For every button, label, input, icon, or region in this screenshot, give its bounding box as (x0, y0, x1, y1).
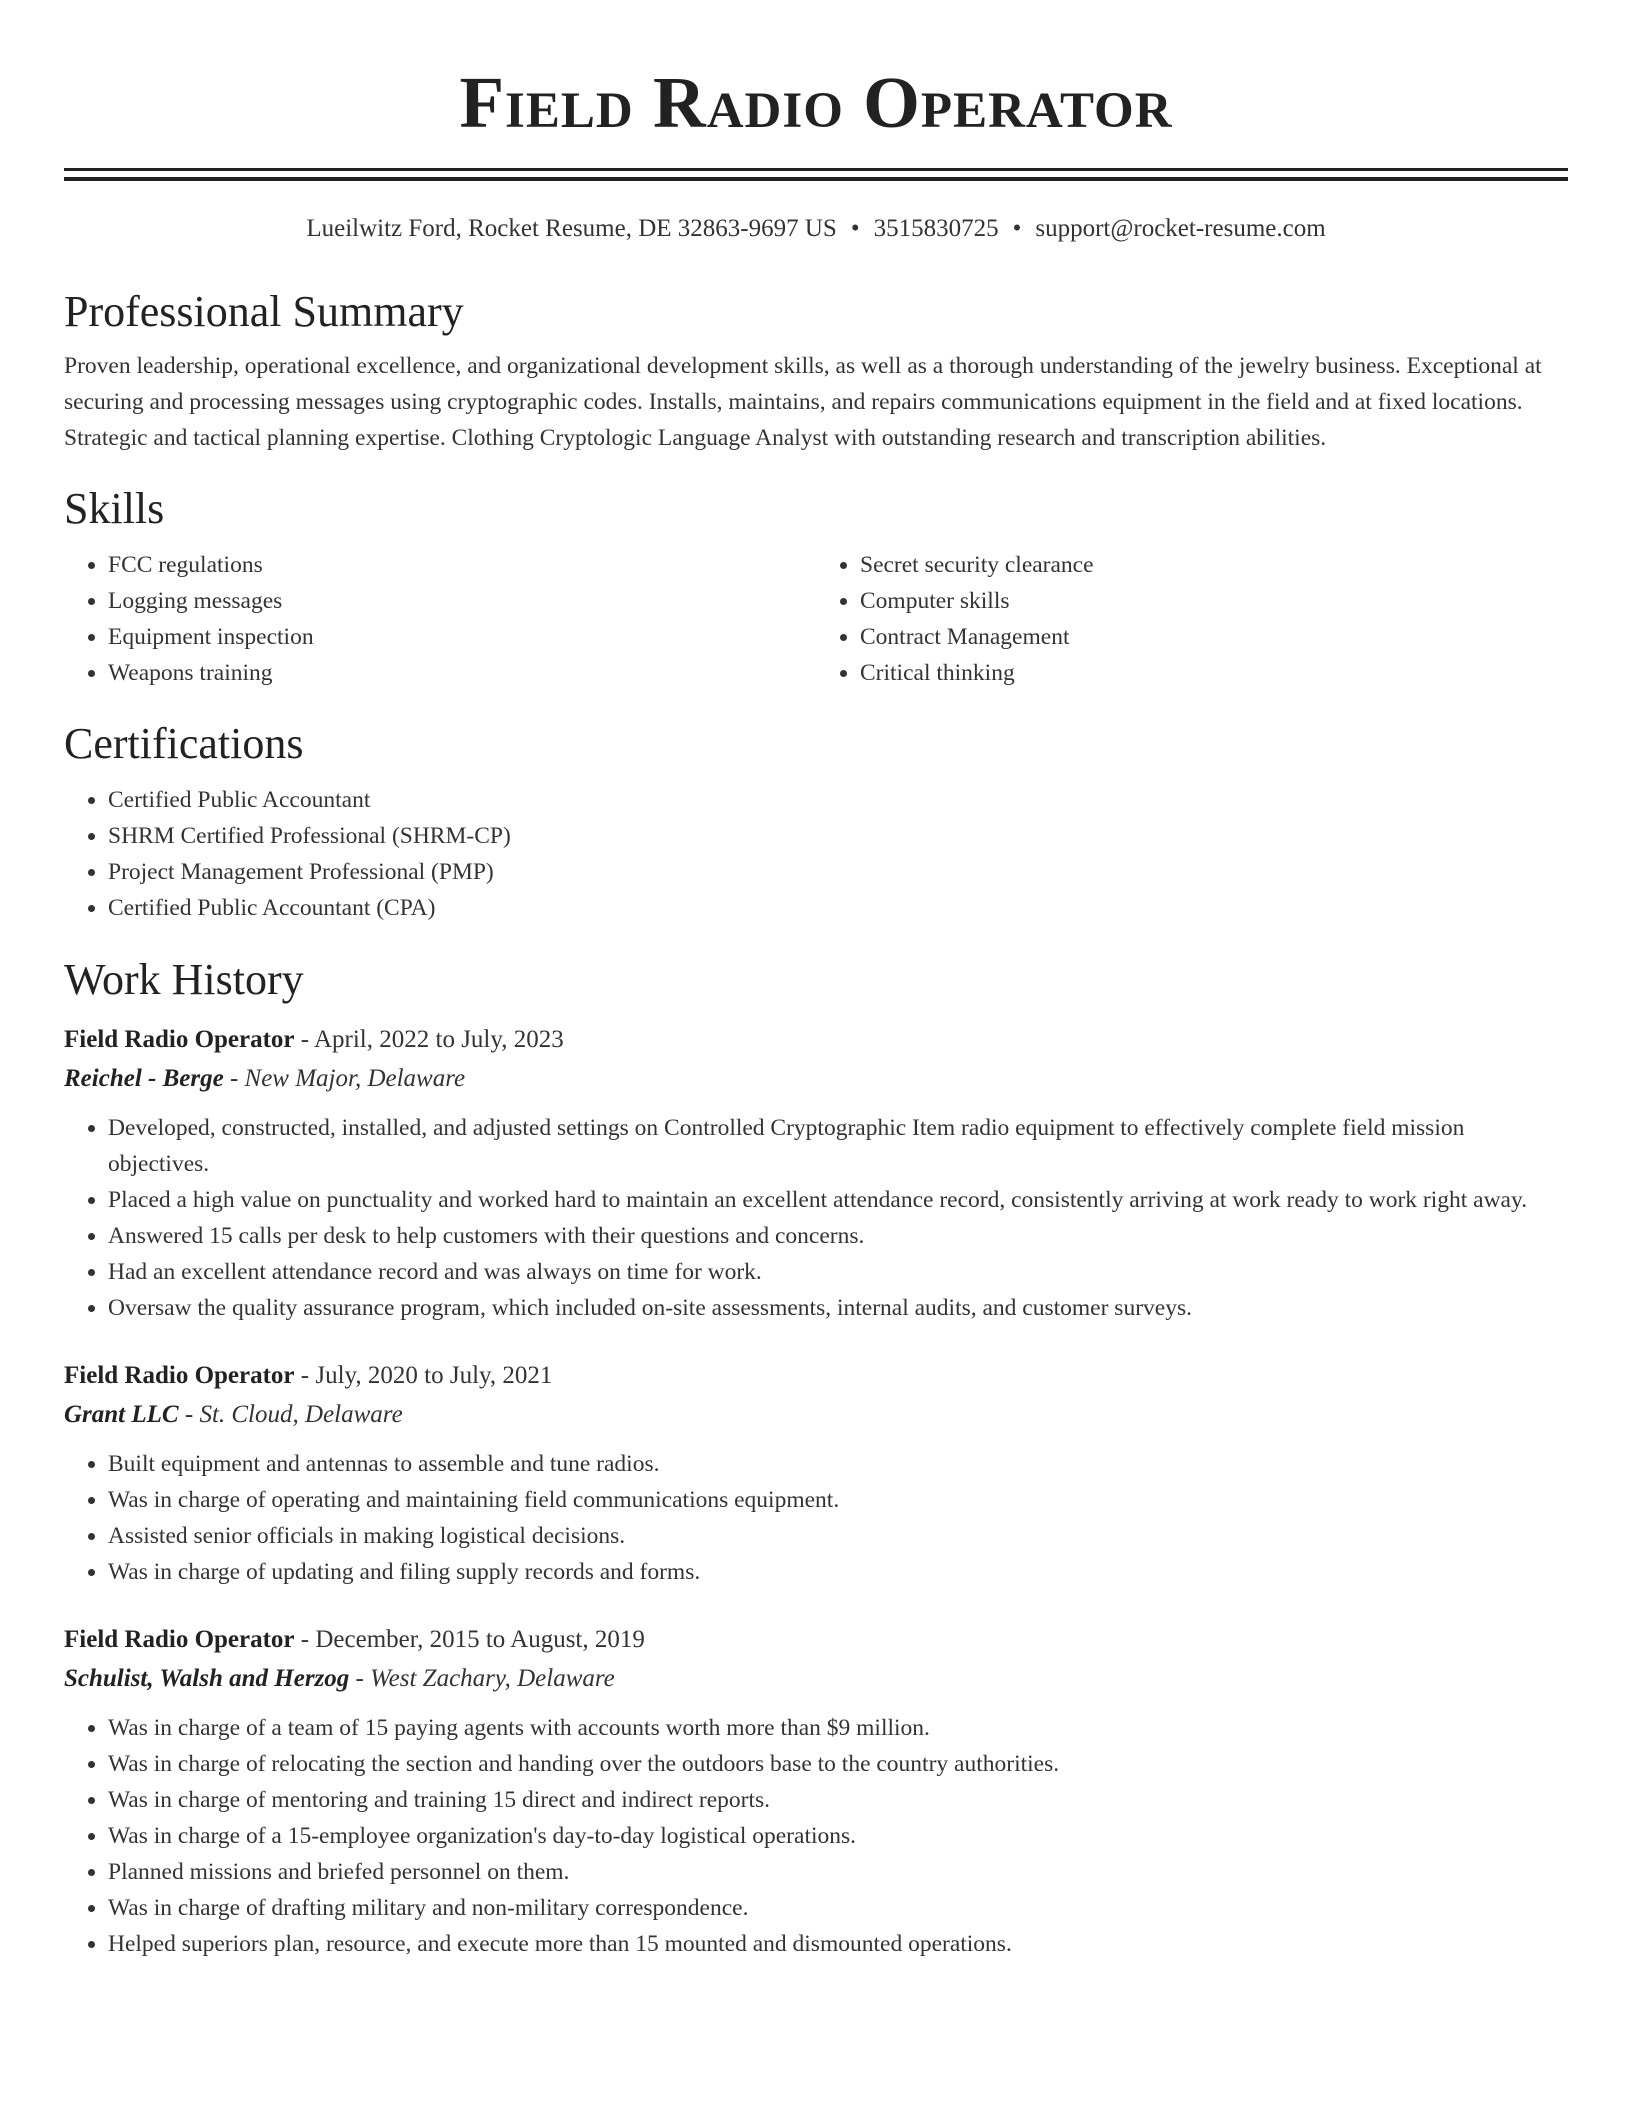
job-bullet: • Planned missions and briefed personnel on them. (108, 1854, 1568, 1890)
job-location: St. Cloud, Delaware (199, 1401, 403, 1428)
skills-heading: Skills (64, 484, 165, 533)
contact-separator: • (850, 215, 860, 242)
certification-item: • Project Management Professional (PMP) (108, 854, 1568, 890)
job-bullets (64, 1110, 1568, 1326)
job-employer: Reichel - Berge - New Major, Delaware (64, 1065, 466, 1092)
contact-phone: 3515830725 (873, 215, 999, 242)
job-employer: Grant LLC - St. Cloud, Delaware (64, 1401, 403, 1428)
job-bullet: • Assisted senior officials in making logistical decisions. (108, 1518, 1568, 1554)
job-bullet: • Built equipment and antennas to assemble and tune radios. (108, 1446, 1568, 1482)
job-bullet: • Had an excellent attendance record and was always on time for work. (108, 1254, 1568, 1290)
work-history-heading: Work History (64, 955, 304, 1004)
header-rule-thick (64, 177, 1568, 181)
contact-email: support@rocket-resume.com (1035, 215, 1326, 242)
job-bullet: • Was in charge of relocating the section and handing over the outdoors base to the country authorities. (108, 1746, 1568, 1782)
skill-item: • FCC regulations (108, 547, 816, 583)
job-bullet: • Was in charge of updating and filing supply records and forms. (108, 1554, 1568, 1590)
job-header: Field Radio Operator - July, 2020 to July, 2021 (64, 1362, 553, 1389)
job-header: Field Radio Operator - April, 2022 to July, 2023 (64, 1026, 564, 1053)
job-role: Field Radio Operator (64, 1362, 295, 1389)
job-bullets (64, 1710, 1568, 1962)
job-bullet: • Was in charge of drafting military and non-military correspondence. (108, 1890, 1568, 1926)
job-role: Field Radio Operator (64, 1626, 295, 1653)
job-company: Schulist, Walsh and Herzog (64, 1665, 350, 1692)
skills-list-right (816, 547, 1568, 691)
job-employer: Schulist, Walsh and Herzog - West Zachary, Delaware (64, 1665, 615, 1692)
skill-item: • Secret security clearance (860, 547, 1568, 583)
job-entry (64, 1620, 1568, 1962)
job-dates: December, 2015 to August, 2019 (315, 1626, 645, 1653)
job-entry (64, 1356, 1568, 1590)
skill-item: • Logging messages (108, 583, 816, 619)
certifications-list (64, 782, 1568, 926)
job-bullet: • Was in charge of mentoring and training 15 direct and indirect reports. (108, 1782, 1568, 1818)
header-rule-thin (64, 168, 1568, 171)
skill-item: • Computer skills (860, 583, 1568, 619)
job-company: Reichel - Berge (64, 1065, 224, 1092)
certification-item: • Certified Public Accountant (108, 782, 1568, 818)
job-company: Grant LLC (64, 1401, 179, 1428)
job-location: New Major, Delaware (244, 1065, 466, 1092)
skill-item: • Equipment inspection (108, 619, 816, 655)
job-header: Field Radio Operator - December, 2015 to August, 2019 (64, 1626, 645, 1653)
skill-item: • Critical thinking (860, 655, 1568, 691)
job-bullet: • Was in charge of a team of 15 paying agents with accounts worth more than $9 million. (108, 1710, 1568, 1746)
job-bullet: • Was in charge of a 15-employee organization's day-to-day logistical operations. (108, 1818, 1568, 1854)
skills-list-left (64, 547, 816, 691)
summary-heading: Professional Summary (64, 287, 464, 336)
job-bullet: • Helped superiors plan, resource, and execute more than 15 mounted and dismounted operations. (108, 1926, 1568, 1962)
certification-item: • SHRM Certified Professional (SHRM-CP) (108, 818, 1568, 854)
resume-name: Field Radio Operator (459, 62, 1173, 143)
job-bullet: • Oversaw the quality assurance program, which included on-site assessments, internal audits, and customer surveys. (108, 1290, 1568, 1326)
job-bullet: • Answered 15 calls per desk to help customers with their questions and concerns. (108, 1218, 1568, 1254)
job-entry (64, 1020, 1568, 1326)
job-bullet: • Placed a high value on punctuality and worked hard to maintain an excellent attendance record, consistently arriving at work ready to work right away. (108, 1182, 1568, 1218)
job-dates: April, 2022 to July, 2023 (313, 1026, 564, 1053)
skill-item: • Contract Management (860, 619, 1568, 655)
skills-columns (64, 547, 1568, 691)
job-bullet: • Developed, constructed, installed, and adjusted settings on Controlled Cryptographic Item radio equipment to effectively complete field mission objectives. (108, 1110, 1568, 1182)
job-bullets (64, 1446, 1568, 1590)
job-dates: July, 2020 to July, 2021 (315, 1362, 553, 1389)
contact-line (64, 214, 1568, 244)
contact-separator: • (1012, 215, 1022, 242)
certification-item: • Certified Public Accountant (CPA) (108, 890, 1568, 926)
summary-text: Proven leadership, operational excellence, and organizational development skills, as well as a thorough understanding of the jewelry business. Exceptional at securing and processing messages using cryptographic codes. Installs, maintains, and repairs communications equipment in the field and at fixed locations. Strategic and tactical planning expertise. Clothing Cryptologic Language Analyst with outstanding research and transcription abilities. (64, 353, 1542, 451)
job-location: West Zachary, Delaware (370, 1665, 615, 1692)
job-role: Field Radio Operator (64, 1026, 295, 1053)
contact-address: Lueilwitz Ford, Rocket Resume, DE 32863-9697 US (306, 215, 837, 242)
job-bullet: • Was in charge of operating and maintaining field communications equipment. (108, 1482, 1568, 1518)
skill-item: • Weapons training (108, 655, 816, 691)
certifications-heading: Certifications (64, 719, 304, 768)
